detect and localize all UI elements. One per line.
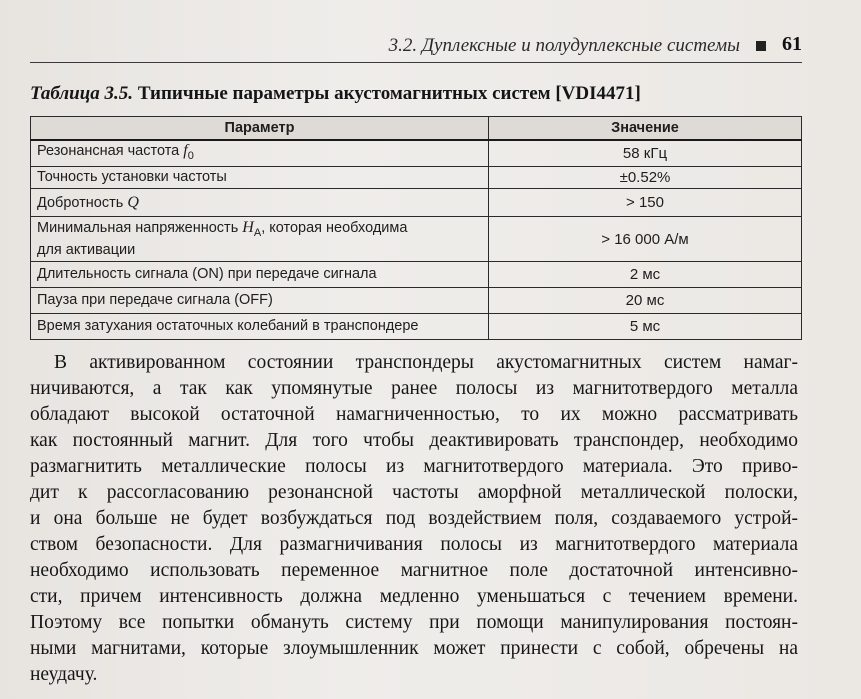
- param-symbol: Q: [127, 193, 139, 211]
- value-cell: > 16 000 А/м: [489, 217, 802, 262]
- table-caption-label: Таблица 3.5.: [30, 83, 134, 104]
- table-row: [31, 189, 802, 217]
- param-text: Резонансная частота: [37, 143, 184, 160]
- paragraph-line: Поэтому все попытки обмануть систему при помощи манипулирования постоян-: [30, 612, 798, 633]
- value-cell: 2 мс: [489, 262, 802, 288]
- paragraph-line: размагнитить металлические полосы из магнитотвердого материала. Это приво-: [30, 456, 798, 477]
- paragraph-line: и она больше не будет возбуждаться под воздействием поля, создаваемого устрой-: [30, 508, 798, 529]
- param-symbol: f: [183, 142, 188, 160]
- parameters-table: [30, 116, 802, 340]
- paragraph-line: В активированном состоянии транспондеры акустомагнитных систем намаг-: [54, 352, 798, 373]
- square-marker-icon: [756, 41, 766, 51]
- table-row: [31, 140, 802, 167]
- param-subscript: A: [253, 226, 262, 239]
- table-row: [31, 167, 802, 189]
- table-row: [31, 288, 802, 314]
- param-cell: Пауза при передаче сигнала (OFF): [31, 288, 489, 314]
- paragraph-line: как постоянный магнит. Для того чтобы деактивировать транспондер, необходимо: [30, 430, 798, 451]
- param-text: Добротность: [37, 194, 128, 211]
- running-header: [30, 28, 802, 63]
- param-text: Минимальная напряженность: [37, 220, 243, 237]
- table-row: [31, 262, 802, 288]
- page-number: 61: [782, 33, 802, 55]
- paragraph-line: ством безопасности. Для размагничивания полосы из магнитотвердого материала: [30, 534, 798, 555]
- paragraph-line: обладают высокой остаточной намагниченностью, то их можно рассматривать: [30, 404, 798, 425]
- table-caption-text: Типичные параметры акустомагнитных систем [VDI4471]: [137, 83, 641, 104]
- param-cell: Точность установки частоты: [31, 167, 489, 189]
- value-cell: 20 мс: [489, 288, 802, 314]
- param-cell: [31, 217, 489, 262]
- value-cell: 5 мс: [489, 314, 802, 340]
- param-cell: Время затухания остаточных колебаний в транспондере: [31, 314, 489, 340]
- paragraph-line: ными магнитами, которые злоумышленник может принести с собой, обречены на: [30, 638, 798, 659]
- param-cell: [31, 189, 489, 217]
- paragraph-line: дит к рассогласованию резонансной частоты аморфной металлической полоски,: [30, 482, 798, 503]
- paragraph-line: неудачу.: [30, 664, 98, 685]
- paragraph-line: ничиваются, а так как упомянутые ранее полосы из магнитотвердого металла: [30, 378, 798, 399]
- param-cell: Длительность сигнала (ON) при передаче сигнала: [31, 262, 489, 288]
- value-cell: ±0.52%: [489, 167, 802, 189]
- table-row: [31, 217, 802, 262]
- paragraph-line: сти, причем интенсивность должна медленно уменьшаться с течением времени.: [30, 586, 798, 607]
- table-row: [31, 314, 802, 340]
- table-caption: [30, 83, 802, 105]
- body-paragraph: [30, 350, 798, 688]
- param-cell: [31, 140, 489, 167]
- section-title: 3.2. Дуплексные и полудуплексные системы: [388, 35, 740, 56]
- value-cell: 58 кГц: [489, 140, 802, 167]
- value-cell: > 150: [489, 189, 802, 217]
- column-header-parameter: Параметр: [31, 117, 489, 141]
- table-header-row: [31, 117, 802, 141]
- param-text-line2: для активации: [37, 241, 136, 258]
- param-symbol: H: [242, 219, 254, 237]
- param-subscript: 0: [187, 149, 194, 162]
- column-header-value: Значение: [489, 117, 802, 141]
- paragraph-line: необходимо использовать переменное магнитное поле достаточной интенсивно-: [30, 560, 798, 581]
- param-text-suffix: , которая необходима: [261, 220, 408, 237]
